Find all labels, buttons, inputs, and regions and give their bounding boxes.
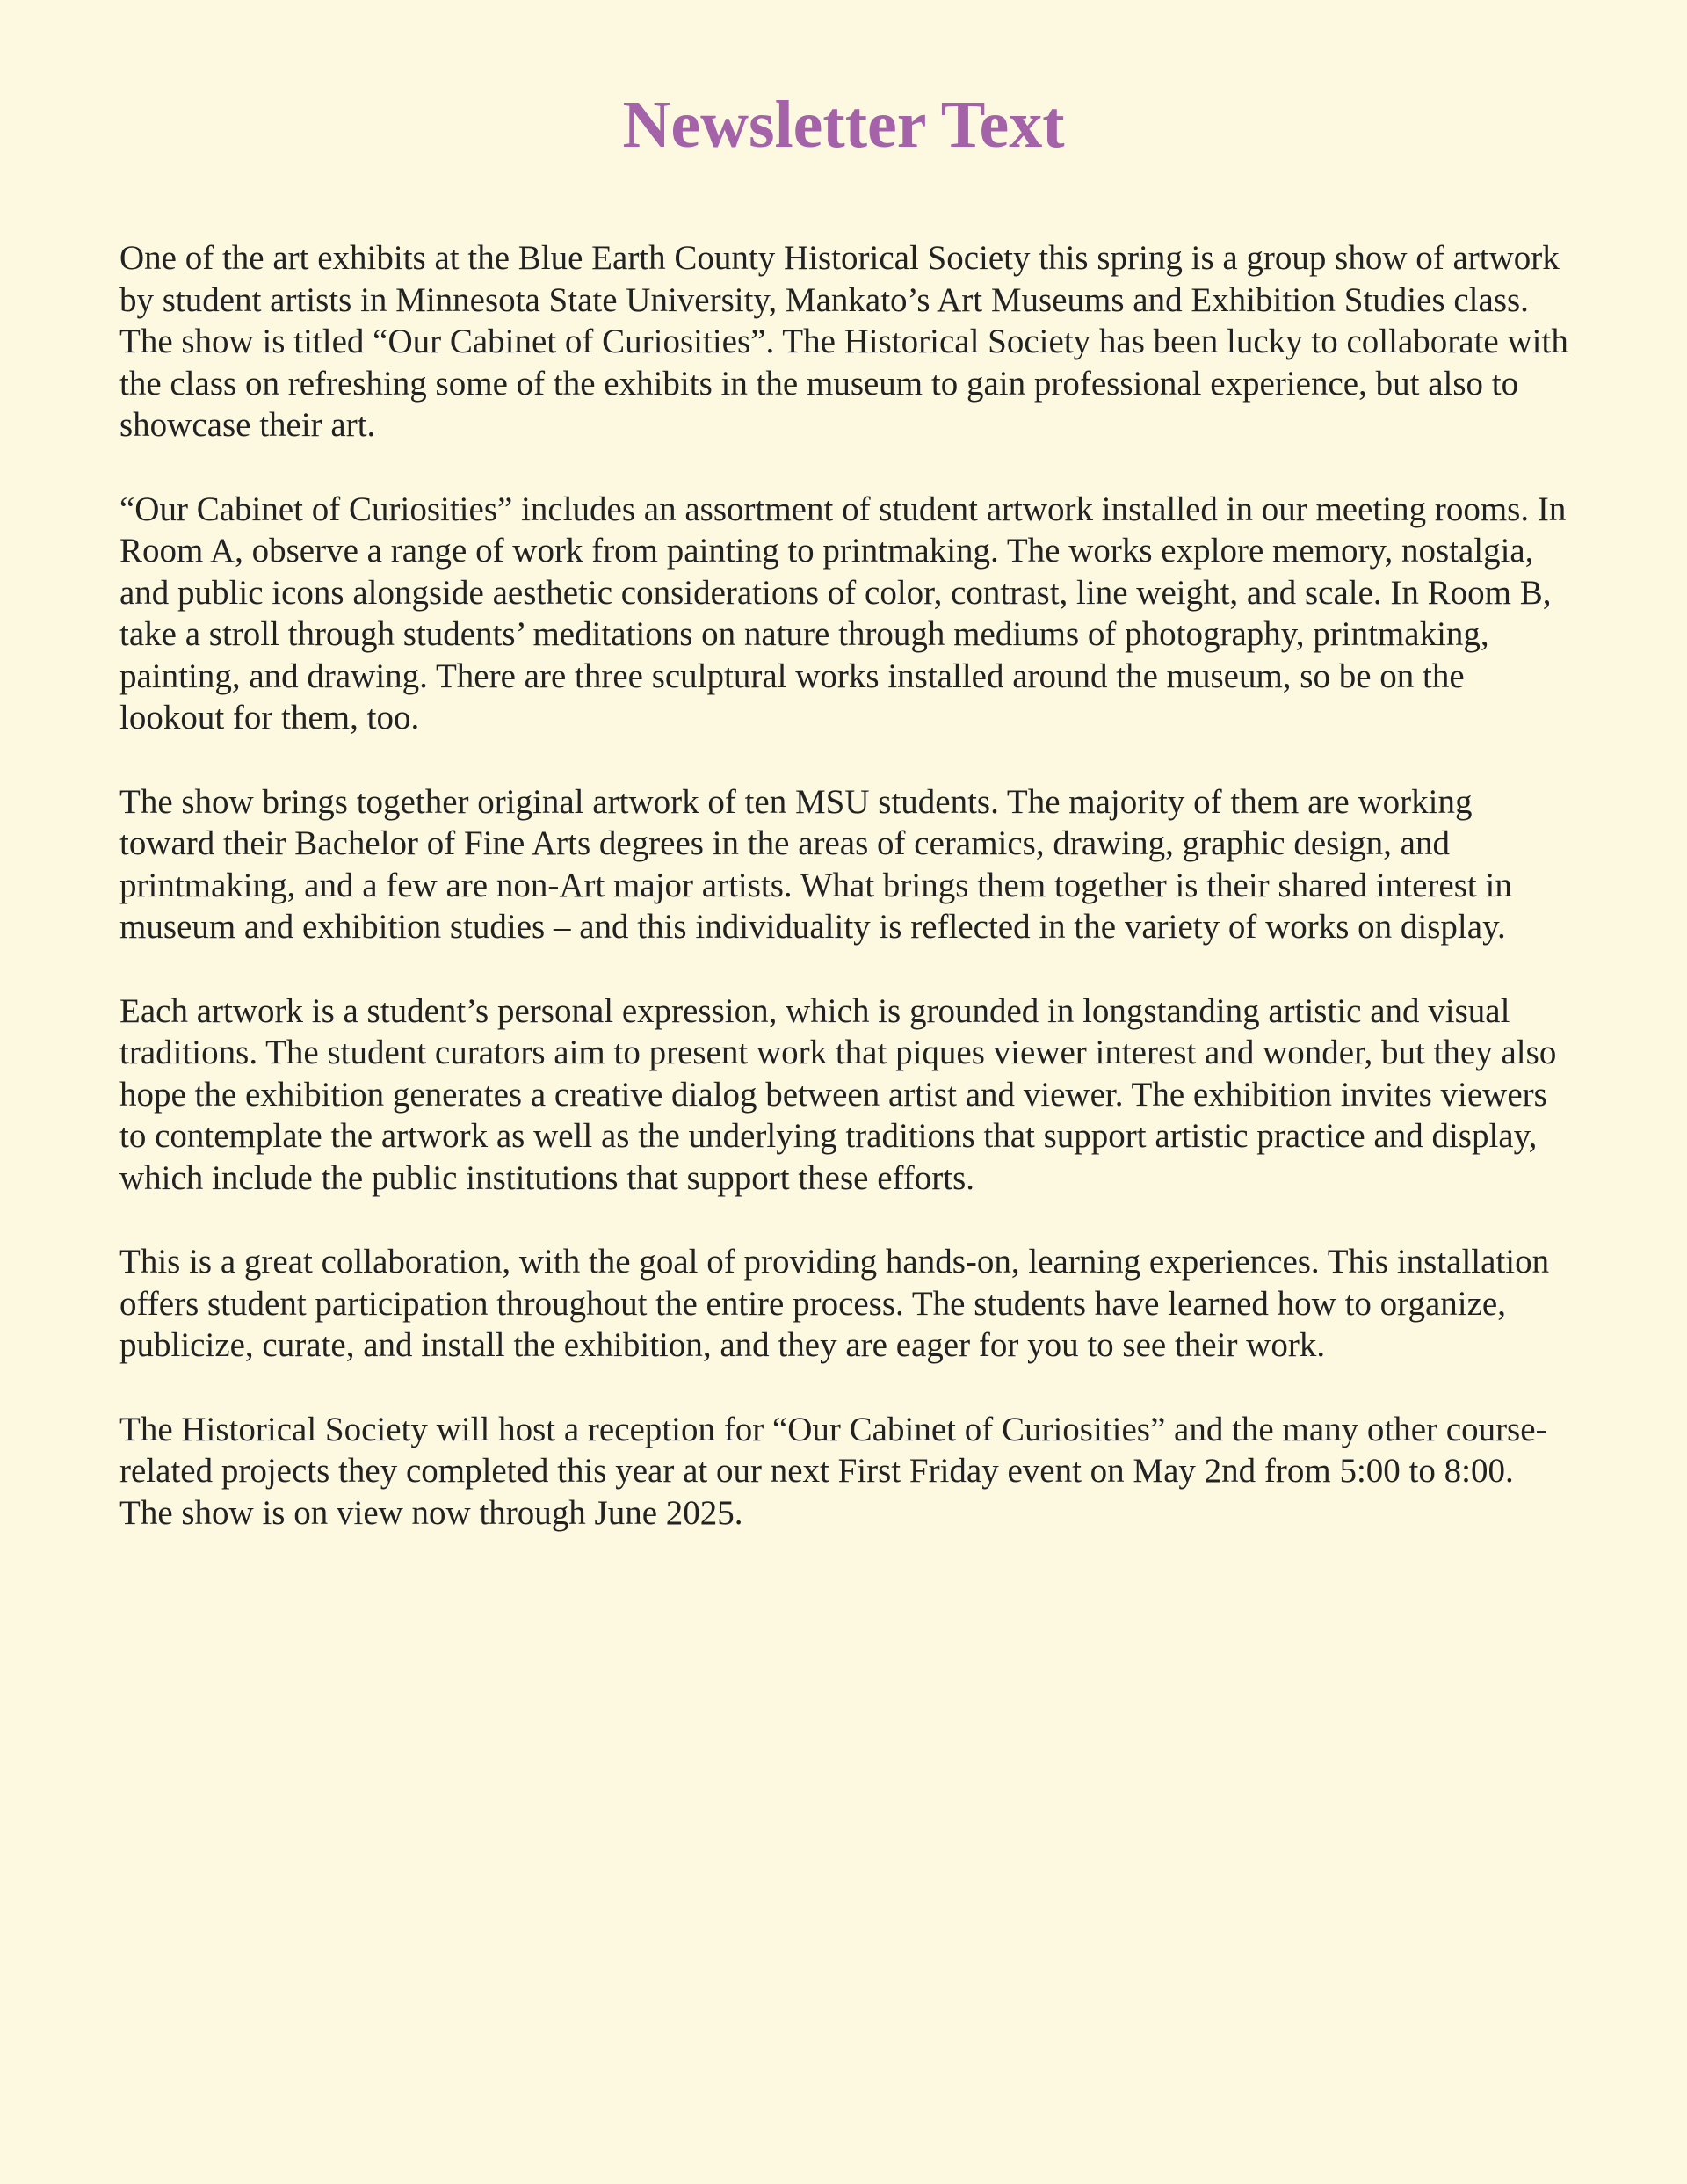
paragraph-rooms: “Our Cabinet of Curiosities” includes an assortment of student artwork installed in our meeting rooms. In Room A, observe a range of work from painting to printmaking. The works explore memory, nostalgia, and public icons alongside aesthetic considerations of color, contrast, line weight, and scale. In Room B, take a stroll through students’ meditations on nature through mediums of photography, printmaking, painting, and drawing. There are three sculptural works installed around the museum, so be on the lookout for them, too. — [119, 490, 1567, 736]
paragraph-students: The show brings together original artwork of ten MSU students. The majority of them are working toward their Bachelor of Fine Arts degrees in the areas of ceramics, drawing, graphic design, and printmaking, and a few are non-Art major artists. What brings them together is their shared interest in museum and exhibition studies – and this individuality is reflected in the variety of works on display. — [119, 782, 1512, 946]
paragraph-expression: Each artwork is a student’s personal expression, which is grounded in longstanding artistic and visual traditions. The student curators aim to present work that piques viewer interest and wonder, but they also hope the exhibition generates a creative dialog between artist and viewer. The exhibition invites viewers to contemplate the artwork as well as the underlying traditions that support artistic practice and display, which include the public institutions that support these efforts. — [119, 991, 1557, 1197]
page-title: Newsletter Text — [622, 88, 1065, 162]
newsletter-body — [119, 237, 1575, 1576]
paragraph-intro: One of the art exhibits at the Blue Earth County Historical Society this spring is a group show of artwork by student artists in Minnesota State University, Mankato’s Art Museums and Exhibition Studies class. The show is titled “Our Cabinet of Curiosities”. The Historical Society has been lucky to collaborate with the class on refreshing some of the exhibits in the museum to gain professional experience, but also to showcase their art. — [119, 239, 1568, 444]
paragraph-collaboration: This is a great collaboration, with the goal of providing hands-on, learning experiences. This installation offers student participation throughout the entire process. The students have learned how to organize, publicize, curate, and install the exhibition, and they are eager for you to see their work. — [119, 1243, 1550, 1364]
paragraph-reception: The Historical Society will host a reception for “Our Cabinet of Curiosities” and the many other course-related projects they completed this year at our next First Friday event on May 2nd from 5:00 to 8:00. The show is on view now through June 2025. — [119, 1410, 1547, 1532]
